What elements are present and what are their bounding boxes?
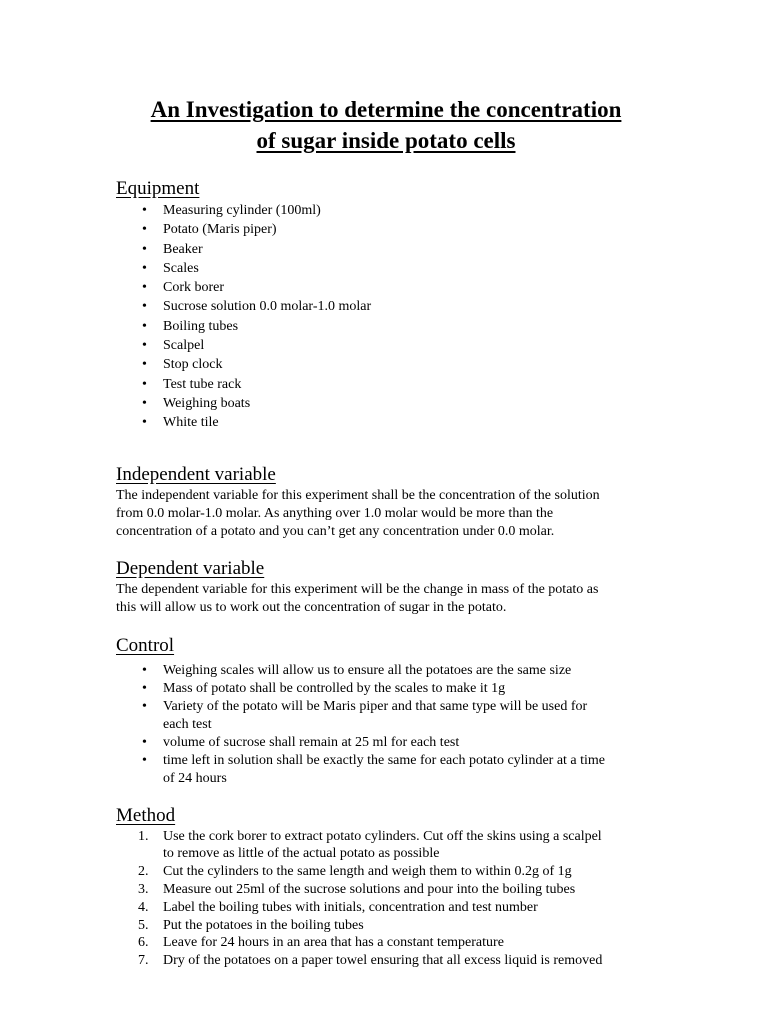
- document-title: [116, 94, 656, 156]
- bullet-icon: •: [142, 222, 147, 238]
- bullet-icon: •: [142, 395, 147, 411]
- dependent-variable-text: The dependent variable for this experiment will be the change in mass of the potato as this will allow us to work out the concentration of sugar in the potato.: [116, 581, 599, 615]
- list-item: 2. Cut the cylinders to the same length and weigh them to within 0.2g of 1g: [138, 864, 572, 880]
- list-item: • Beaker: [116, 240, 656, 259]
- bullet-icon: •: [142, 280, 147, 296]
- method-list: [116, 828, 656, 970]
- list-item: • Potato (Maris piper): [116, 220, 656, 239]
- list-item: 1. Use the cork borer to extract potato cylinders. Cut off the skins using a scalpel to remove as little of the actual potato as possible: [138, 828, 602, 862]
- list-item: 6. Leave for 24 hours in an area that has a constant temperature: [138, 935, 504, 951]
- list-item: 4. Label the boiling tubes with initials, concentration and test number: [138, 899, 538, 915]
- list-item: • volume of sucrose shall remain at 25 ml for each test: [142, 734, 460, 750]
- bullet-icon: •: [142, 318, 147, 334]
- step-number: 4.: [138, 899, 149, 915]
- list-item: • Sucrose solution 0.0 molar-1.0 molar: [116, 297, 656, 316]
- bullet-icon: •: [142, 299, 147, 315]
- bullet-icon: •: [142, 376, 147, 392]
- list-item: 3. Measure out 25ml of the sucrose solutions and pour into the boiling tubes: [138, 881, 576, 897]
- step-number: 7.: [138, 953, 149, 969]
- step-number: 2.: [138, 864, 149, 880]
- list-item: • Measuring cylinder (100ml): [116, 201, 656, 220]
- list-item: • Mass of potato shall be controlled by the scales to make it 1g: [142, 680, 506, 696]
- step-number: 6.: [138, 935, 149, 951]
- bullet-icon: •: [142, 241, 147, 257]
- list-item: 5. Put the potatoes in the boiling tubes: [138, 917, 364, 933]
- list-item: 7. Dry of the potatoes on a paper towel ensuring that all excess liquid is removed: [138, 953, 603, 969]
- method-heading: Method: [116, 804, 176, 826]
- bullet-icon: •: [142, 203, 147, 218]
- bullet-icon: •: [142, 734, 147, 750]
- bullet-icon: •: [142, 752, 147, 768]
- list-item: • Scales: [116, 259, 656, 278]
- title-line-2: of sugar inside potato cells: [256, 128, 516, 153]
- dependent-variable-heading: Dependent variable: [116, 557, 265, 579]
- bullet-icon: •: [142, 357, 147, 373]
- title-line-1: An Investigation to determine the concentration: [150, 97, 622, 122]
- list-item: • Variety of the potato will be Maris piper and that same type will be used for each test: [142, 698, 588, 732]
- bullet-icon: •: [142, 698, 147, 714]
- independent-variable-text: The independent variable for this experiment shall be the concentration of the solution from 0.0 molar-1.0 molar. As anything over 1.0 molar would be more than the concentration of a potato and you can’t get any concentration under 0.0 molar.: [116, 487, 600, 539]
- bullet-icon: •: [142, 680, 147, 696]
- document-page: [116, 92, 656, 970]
- step-number: 1.: [138, 828, 149, 844]
- list-item: • Weighing scales will allow us to ensure all the potatoes are the same size: [142, 662, 572, 678]
- bullet-icon: •: [142, 338, 147, 354]
- step-number: 5.: [138, 917, 149, 933]
- list-item: • Boiling tubes: [116, 317, 656, 336]
- list-item: • Scalpel: [116, 336, 656, 355]
- control-list: [116, 662, 656, 788]
- independent-variable-heading: Independent variable: [116, 463, 276, 485]
- list-item: • Weighing boats: [116, 394, 656, 413]
- list-item: • Stop clock: [116, 355, 656, 374]
- equipment-list: [116, 201, 656, 433]
- list-item: • Test tube rack: [116, 375, 656, 394]
- control-heading: Control: [116, 634, 175, 656]
- list-item: • Cork borer: [116, 278, 656, 297]
- list-item: • time left in solution shall be exactly the same for each potato cylinder at a time of 24 hours: [142, 752, 606, 786]
- step-number: 3.: [138, 881, 149, 897]
- equipment-heading: Equipment: [116, 178, 200, 199]
- bullet-icon: •: [142, 662, 147, 678]
- list-item: • White tile: [116, 413, 656, 432]
- bullet-icon: •: [142, 415, 147, 431]
- bullet-icon: •: [142, 260, 147, 276]
